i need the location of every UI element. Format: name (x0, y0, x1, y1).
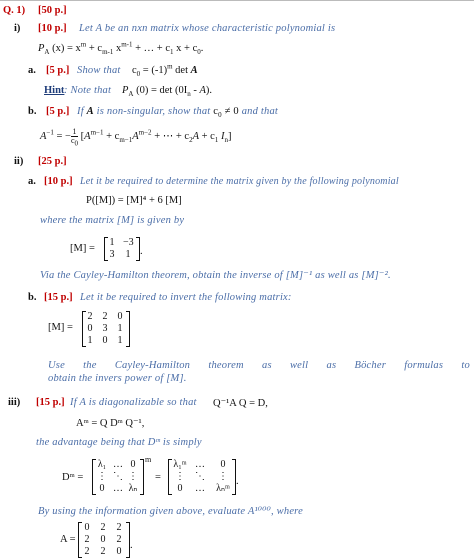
word: Böcher (354, 360, 386, 371)
word: Cayley-Hamilton (114, 360, 191, 371)
part-iii-advantage: the advantage being that Dᵐ is simply (36, 437, 202, 448)
matrix-cell: 2 (116, 522, 122, 533)
matrix-cell: … (195, 459, 205, 470)
part-ii-a-label: a. (28, 176, 36, 187)
part-ii-b-text: Let it be required to invert the following matrix: (80, 292, 292, 303)
matrix-cell: 2 (84, 546, 90, 557)
matrix-cell: ⋱ (113, 471, 123, 482)
part-i-text: Let A be an nxn matrix whose characteristic polynomial is (79, 23, 336, 34)
matrix-cell: ⋱ (195, 471, 205, 482)
part-iii-text: If A is diagonalizable so that (70, 397, 197, 408)
equals-sign: = (155, 472, 161, 483)
matrix-cell: 0 (220, 459, 226, 470)
matrix-cell: −3 (123, 237, 134, 248)
matrix-m-3x3 (82, 311, 130, 347)
matrix-cell: ⋮ (128, 471, 138, 482)
part-i-a-points: [5 p.] (46, 65, 70, 76)
word: Use (48, 360, 65, 371)
word: well (289, 360, 309, 371)
d-matrix-exponent: m (145, 455, 152, 464)
characteristic-polynomial: $P_A$ $(x) = x^m + c_{m-1}$ $x^{m-1}$ + … + $c_1$ $x + c_0$. (38, 40, 204, 57)
matrix-cell: 2 (87, 311, 93, 322)
word: theorem (208, 360, 244, 371)
part-i-b-points: [5 p.] (46, 106, 70, 117)
matrix-cell: ⋮ (97, 471, 107, 482)
matrix-cell: 0 (177, 483, 183, 494)
part-ii-a-via: Via the Cayley-Hamilton theorem, obtain the inverse of [M]⁻¹ as well as [M]⁻². (40, 270, 391, 281)
part-i-points: [10 p.] (38, 23, 67, 34)
part-ii-a-formula: P([M]) = [M]⁴ + 6 [M] (86, 195, 182, 206)
matrix-cell: 1 (117, 335, 123, 346)
part-i-a-text: Show that (77, 65, 121, 76)
matrix-m-3x3-lhs: [M] = (48, 322, 73, 333)
part-ii-b-label: b. (28, 292, 37, 303)
part-ii-b-use-line1 (48, 360, 470, 371)
matrix-cell: λₙ (128, 483, 138, 494)
matrix-m-2x2-lhs: [M] = (70, 243, 95, 254)
matrix-cell: 0 (84, 522, 90, 533)
matrix-cell: 2 (100, 522, 106, 533)
part-iii-evaluate: By using the information given above, evaluate A¹⁰⁰⁰, where (38, 506, 303, 517)
matrix-cell: … (113, 483, 123, 494)
part-ii-a-where: where the matrix [M] is given by (40, 215, 185, 226)
period: . (236, 476, 239, 487)
word: to (461, 360, 470, 371)
part-iii-formula1: Q⁻¹A Q = D, (213, 398, 268, 409)
period: . (140, 246, 143, 257)
matrix-cell: 2 (100, 546, 106, 557)
part-iii-formula2: Aᵐ = Q Dᵐ Q⁻¹, (76, 418, 145, 429)
matrix-cell: … (113, 459, 123, 470)
inverse-formula: $A^{-1}$ = − $\frac{1}{c_0}$ [$A^{m-1} + c_{m-1}A^{m-2}$ + ⋯ + $c_2A + c_1$ $I_n$] (40, 127, 232, 148)
matrix-cell: 0 (87, 323, 93, 334)
period: . (130, 540, 133, 551)
matrix-cell: … (195, 483, 205, 494)
matrix-cell: λ₁ᵐ (173, 459, 187, 470)
matrix-a-lhs: A = (60, 534, 76, 545)
word: formulas (404, 360, 444, 371)
part-ii-points: [25 p.] (38, 156, 67, 167)
matrix-a (78, 522, 130, 558)
matrix-cell: 0 (99, 483, 105, 494)
matrix-cell: ⋮ (175, 471, 185, 482)
question-points: [50 p.] (38, 5, 67, 16)
d-matrix-diagonal (92, 459, 144, 495)
matrix-cell: λₙᵐ (216, 483, 230, 494)
matrix-cell: 3 (109, 249, 115, 260)
question-label: Q. 1) (3, 5, 26, 16)
word: the (83, 360, 97, 371)
matrix-cell: 1 (117, 323, 123, 334)
part-ii-label: ii) (14, 156, 24, 167)
part-i-label: i) (14, 23, 21, 34)
matrix-cell: ⋮ (218, 471, 228, 482)
part-i-b-label: b. (28, 106, 37, 117)
hint-text: : Note that (64, 85, 112, 96)
word: as (262, 360, 272, 371)
matrix-cell: 1 (109, 237, 115, 248)
matrix-cell: 0 (130, 459, 136, 470)
d-power-lhs: Dᵐ = (62, 472, 84, 483)
hint-label: Hint (44, 85, 65, 96)
part-iii-points: [15 p.] (36, 397, 65, 408)
matrix-m-2x2 (104, 237, 140, 261)
matrix-cell: 1 (87, 335, 93, 346)
matrix-cell: 2 (102, 311, 108, 322)
hint-formula: $P_A$ $(0) = \det (0I_n - A)$. (122, 85, 213, 99)
top-rule (0, 0, 474, 1)
matrix-cell: λ₁ (97, 459, 107, 470)
matrix-cell: 2 (84, 534, 90, 545)
part-ii-b-points: [15 p.] (44, 292, 73, 303)
matrix-cell: 0 (102, 335, 108, 346)
part-ii-a-points: [10 p.] (44, 176, 73, 187)
matrix-cell: 0 (116, 546, 122, 557)
matrix-cell: 3 (102, 323, 108, 334)
part-ii-a-text: Let it be required to determine the matrix given by the following polynomial (80, 176, 399, 187)
part-i-a-label: a. (28, 65, 36, 76)
d-matrix-powers (168, 459, 236, 495)
part-i-b-text: If A is non-singular, show that $c_0 \ne 0$ and that (77, 106, 279, 120)
matrix-cell: 0 (117, 311, 123, 322)
inverse-fraction: $\frac{1}{c_0}$ (70, 127, 79, 148)
matrix-cell: 0 (100, 534, 106, 545)
part-iii-label: iii) (8, 397, 21, 408)
matrix-cell: 1 (125, 249, 131, 260)
part-i-a-formula: $c_0 = (-1)^m$ det A (132, 62, 198, 79)
matrix-cell: 2 (116, 534, 122, 545)
word: as (326, 360, 337, 371)
part-ii-b-use-line2: obtain the invers power of [M]. (48, 373, 187, 384)
